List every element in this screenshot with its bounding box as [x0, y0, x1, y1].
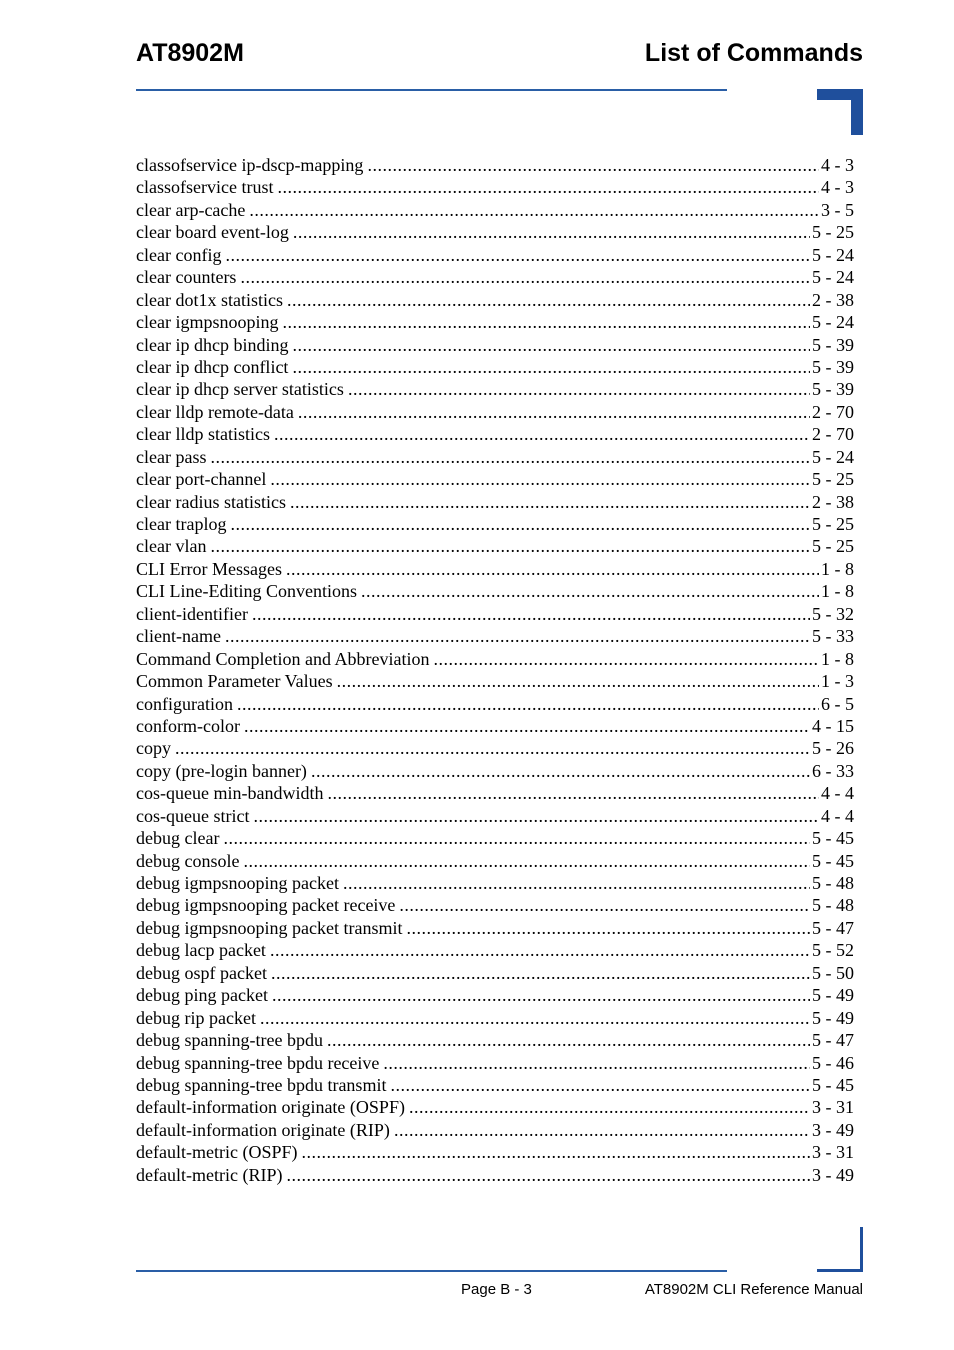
- dot-leader: [249, 199, 819, 221]
- index-entry-page: 5 - 24: [812, 244, 854, 265]
- index-entry-term: copy (pre-login banner): [136, 760, 307, 781]
- dot-leader: [175, 737, 810, 759]
- index-entry-term: Common Parameter Values: [136, 671, 333, 692]
- dot-leader: [361, 580, 819, 602]
- index-entry-term: copy: [136, 738, 171, 759]
- index-entry-term: clear arp-cache: [136, 199, 246, 220]
- index-entry-term: conform-color: [136, 715, 240, 736]
- index-entry-page: 5 - 45: [812, 850, 854, 871]
- index-entry-page: 1 - 8: [821, 581, 854, 602]
- index-entry-term: clear board event-log: [136, 222, 289, 243]
- index-entry-term: debug igmpsnooping packet transmit: [136, 917, 403, 938]
- index-entry-term: default-information originate (OSPF): [136, 1097, 405, 1118]
- index-entry-page: 4 - 15: [812, 715, 854, 736]
- index-entry: [136, 782, 854, 804]
- dot-leader: [286, 558, 819, 580]
- index-entry-page: 5 - 48: [812, 895, 854, 916]
- footer-divider: [136, 1270, 727, 1272]
- index-entry-term: clear config: [136, 244, 222, 265]
- index-entry-term: debug ospf packet: [136, 962, 267, 983]
- dot-leader: [343, 872, 810, 894]
- index-entry-term: clear lldp remote-data: [136, 401, 294, 422]
- footer-corner-mark: [817, 1269, 863, 1272]
- index-entry-page: 4 - 4: [821, 783, 854, 804]
- index-entry-term: debug igmpsnooping packet receive: [136, 895, 396, 916]
- index-entry: [136, 962, 854, 984]
- index-entry-term: clear ip dhcp conflict: [136, 356, 289, 377]
- index-entry: [136, 401, 854, 423]
- dot-leader: [406, 917, 810, 939]
- index-entry-page: 5 - 24: [812, 267, 854, 288]
- index-entry: [136, 1007, 854, 1029]
- index-entry-term: clear counters: [136, 267, 237, 288]
- index-entry-term: cos-queue strict: [136, 805, 250, 826]
- index-entry: [136, 311, 854, 333]
- index-entry: [136, 580, 854, 602]
- index-entry-page: 4 - 3: [821, 155, 854, 175]
- index-entry-page: 3 - 31: [812, 1097, 854, 1118]
- index-entry: [136, 289, 854, 311]
- footer-page-number: Page B - 3: [461, 1281, 532, 1298]
- index-entry: [136, 176, 854, 198]
- index-entry-page: 3 - 49: [812, 1164, 854, 1185]
- index-entry: [136, 715, 854, 737]
- dot-leader: [287, 289, 810, 311]
- index-entry-term: clear igmpsnooping: [136, 312, 279, 333]
- dot-leader: [286, 1164, 810, 1186]
- index-entry-page: 1 - 8: [821, 558, 854, 579]
- dot-leader: [210, 446, 810, 468]
- index-entry-page: 4 - 4: [821, 805, 854, 826]
- index-entry-term: debug spanning-tree bpdu transmit: [136, 1074, 387, 1095]
- index-entry: [136, 334, 854, 356]
- index-entry: [136, 1074, 854, 1096]
- index-entry-term: CLI Line-Editing Conventions: [136, 581, 357, 602]
- dot-leader: [409, 1096, 810, 1118]
- index-entry: [136, 625, 854, 647]
- index-entry: [136, 1096, 854, 1118]
- index-entry-term: clear ip dhcp binding: [136, 334, 289, 355]
- dot-leader: [223, 827, 810, 849]
- index-entry: [136, 648, 854, 670]
- index-entry-page: 5 - 24: [812, 312, 854, 333]
- index-entry-page: 5 - 33: [812, 626, 854, 647]
- index-entry: [136, 446, 854, 468]
- index-entry-page: 5 - 52: [812, 940, 854, 961]
- index-entry-page: 2 - 38: [812, 491, 854, 512]
- index-entry-page: 5 - 25: [812, 514, 854, 534]
- index-entry: [136, 535, 854, 557]
- dot-leader: [225, 625, 810, 647]
- index-entry-page: 6 - 33: [812, 760, 854, 781]
- index-entry: [136, 356, 854, 378]
- index-entry-page: 5 - 46: [812, 1052, 854, 1073]
- index-entry: [136, 1119, 854, 1141]
- dot-leader: [270, 468, 810, 490]
- index-entry-page: 5 - 50: [812, 962, 854, 983]
- index-entry-page: 5 - 39: [812, 356, 854, 377]
- index-entry-term: debug spanning-tree bpdu receive: [136, 1052, 380, 1073]
- index-entry-term: clear vlan: [136, 536, 207, 557]
- index-entry: [136, 513, 854, 535]
- index-entry-term: clear traplog: [136, 514, 227, 534]
- index-entry-page: 5 - 45: [812, 1074, 854, 1095]
- dot-leader: [292, 356, 810, 378]
- dot-leader: [383, 1052, 810, 1074]
- index-entry: [136, 850, 854, 872]
- index-entry: [136, 1141, 854, 1163]
- dot-leader: [253, 805, 819, 827]
- command-index-list: [136, 154, 854, 1186]
- index-entry: [136, 1052, 854, 1074]
- index-entry-page: 5 - 25: [812, 536, 854, 557]
- index-entry-page: 2 - 70: [812, 401, 854, 422]
- header-product-title: AT8902M: [136, 39, 244, 67]
- index-entry-term: clear lldp statistics: [136, 424, 270, 445]
- index-entry: [136, 468, 854, 490]
- dot-leader: [290, 491, 810, 513]
- index-entry-term: default-metric (OSPF): [136, 1142, 298, 1163]
- dot-leader: [270, 939, 810, 961]
- index-entry: [136, 221, 854, 243]
- index-entry-term: configuration: [136, 693, 233, 714]
- index-entry: [136, 244, 854, 266]
- index-entry-page: 1 - 3: [821, 671, 854, 692]
- dot-leader: [292, 334, 810, 356]
- index-entry-term: debug console: [136, 850, 240, 871]
- index-entry-term: debug ping packet: [136, 985, 268, 1006]
- index-entry-term: clear dot1x statistics: [136, 289, 283, 310]
- dot-leader: [244, 715, 810, 737]
- index-entry-page: 3 - 5: [821, 199, 854, 220]
- index-entry: [136, 917, 854, 939]
- index-entry: [136, 984, 854, 1006]
- index-entry: [136, 491, 854, 513]
- index-entry-page: 5 - 49: [812, 1007, 854, 1028]
- index-entry-page: 5 - 47: [812, 917, 854, 938]
- dot-leader: [433, 648, 819, 670]
- dot-leader: [390, 1074, 810, 1096]
- dot-leader: [327, 782, 819, 804]
- index-entry: [136, 1164, 854, 1186]
- footer-manual-title: AT8902M CLI Reference Manual: [644, 1281, 863, 1298]
- dot-leader: [272, 984, 810, 1006]
- index-entry-page: 5 - 26: [812, 738, 854, 759]
- index-entry-term: cos-queue min-bandwidth: [136, 783, 324, 804]
- header-divider: [136, 89, 727, 91]
- index-entry-term: clear ip dhcp server statistics: [136, 379, 344, 400]
- dot-leader: [298, 401, 810, 423]
- footer-corner-mark-vertical: [860, 1227, 863, 1272]
- dot-leader: [260, 1007, 810, 1029]
- index-entry-page: 2 - 70: [812, 424, 854, 445]
- index-entry: [136, 693, 854, 715]
- index-entry-term: Command Completion and Abbreviation: [136, 648, 430, 669]
- index-entry: [136, 199, 854, 221]
- header-section-title: List of Commands: [644, 39, 863, 67]
- dot-leader: [293, 221, 810, 243]
- index-entry-term: client-identifier: [136, 603, 248, 624]
- index-entry-page: 5 - 47: [812, 1030, 854, 1051]
- index-entry-page: 5 - 25: [812, 222, 854, 243]
- index-entry-term: debug lacp packet: [136, 940, 266, 961]
- index-entry-page: 5 - 49: [812, 985, 854, 1006]
- index-entry: [136, 827, 854, 849]
- index-entry: [136, 266, 854, 288]
- index-entry-page: 4 - 3: [821, 177, 854, 198]
- dot-leader: [243, 850, 810, 872]
- index-entry-page: 2 - 38: [812, 289, 854, 310]
- dot-leader: [277, 176, 819, 198]
- index-entry-term: classofservice ip-dscp-mapping: [136, 155, 364, 175]
- index-entry-term: clear port-channel: [136, 469, 267, 490]
- index-entry-term: clear pass: [136, 446, 207, 467]
- index-entry: [136, 894, 854, 916]
- index-entry: [136, 558, 854, 580]
- index-entry-page: 5 - 32: [812, 603, 854, 624]
- index-entry-page: 5 - 45: [812, 828, 854, 849]
- index-entry: [136, 154, 854, 176]
- index-entry: [136, 805, 854, 827]
- index-entry: [136, 872, 854, 894]
- index-entry-term: classofservice trust: [136, 177, 274, 198]
- index-entry-page: 3 - 31: [812, 1142, 854, 1163]
- index-entry-page: 6 - 5: [821, 693, 854, 714]
- index-entry-page: 5 - 24: [812, 446, 854, 467]
- index-entry-term: debug igmpsnooping packet: [136, 873, 339, 893]
- index-entry-term: debug spanning-tree bpdu: [136, 1030, 323, 1051]
- dot-leader: [301, 1141, 810, 1163]
- index-entry-page: 3 - 49: [812, 1119, 854, 1140]
- index-entry-term: default-metric (RIP): [136, 1164, 283, 1185]
- index-entry-term: client-name: [136, 626, 221, 647]
- dot-leader: [210, 535, 810, 557]
- index-entry: [136, 939, 854, 961]
- header-corner-mark-vertical: [851, 89, 863, 135]
- dot-leader: [399, 894, 810, 916]
- dot-leader: [252, 603, 810, 625]
- dot-leader: [230, 513, 810, 535]
- index-entry-page: 5 - 39: [812, 379, 854, 400]
- index-entry-page: 5 - 25: [812, 469, 854, 490]
- index-entry: [136, 737, 854, 759]
- index-entry: [136, 423, 854, 445]
- dot-leader: [237, 693, 819, 715]
- index-entry: [136, 378, 854, 400]
- index-entry-term: clear radius statistics: [136, 491, 286, 512]
- dot-leader: [394, 1119, 810, 1141]
- index-entry-page: 1 - 8: [821, 648, 854, 669]
- dot-leader: [348, 378, 810, 400]
- index-entry-term: default-information originate (RIP): [136, 1119, 390, 1140]
- dot-leader: [367, 154, 819, 176]
- index-entry: [136, 1029, 854, 1051]
- index-entry-page: 5 - 48: [812, 873, 854, 893]
- dot-leader: [225, 244, 810, 266]
- index-entry: [136, 760, 854, 782]
- dot-leader: [240, 266, 810, 288]
- dot-leader: [327, 1029, 810, 1051]
- index-entry-term: debug rip packet: [136, 1007, 256, 1028]
- index-entry: [136, 603, 854, 625]
- index-entry-term: CLI Error Messages: [136, 558, 282, 579]
- index-entry-page: 5 - 39: [812, 334, 854, 355]
- dot-leader: [337, 670, 819, 692]
- index-entry-term: debug clear: [136, 828, 220, 849]
- dot-leader: [274, 423, 810, 445]
- dot-leader: [282, 311, 810, 333]
- dot-leader: [311, 760, 810, 782]
- index-entry: [136, 670, 854, 692]
- dot-leader: [271, 962, 810, 984]
